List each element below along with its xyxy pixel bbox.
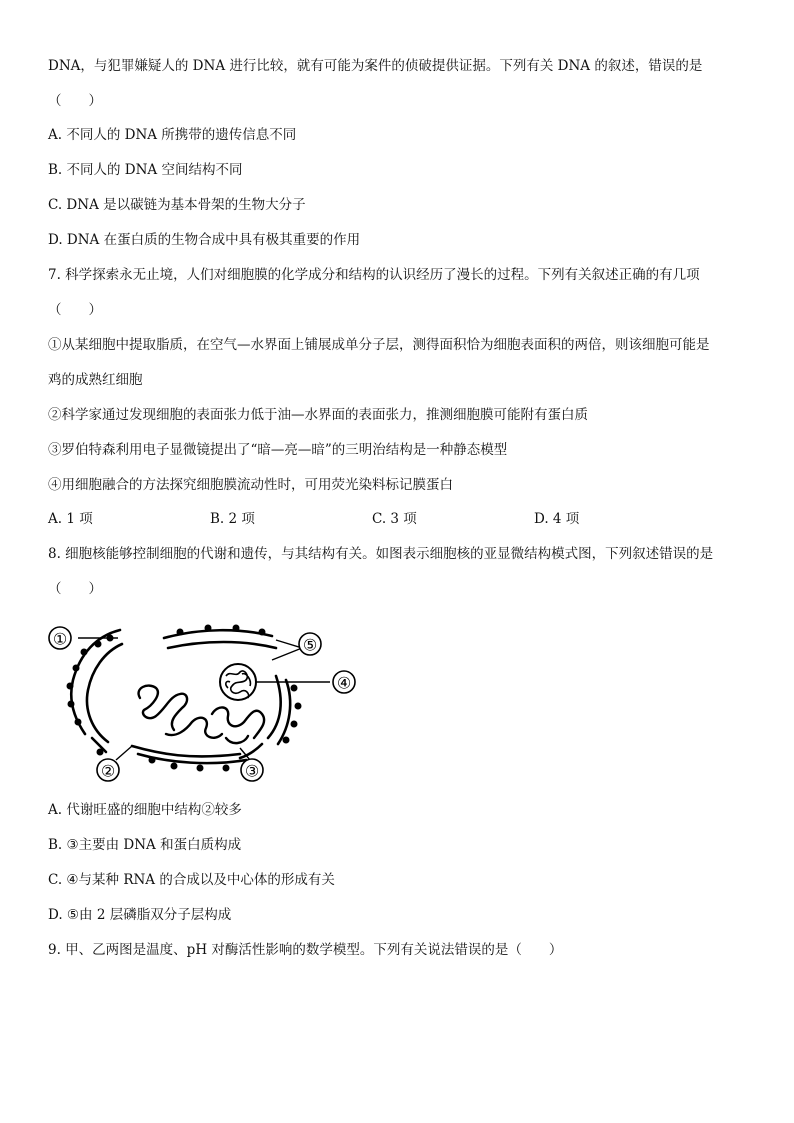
inner-membrane-left xyxy=(87,644,122,742)
label-2: ② xyxy=(100,761,116,781)
q6-option-c: C. DNA 是以碳链为基本骨架的生物大分子 xyxy=(48,197,306,213)
q6-option-b: B. 不同人的 DNA 空间结构不同 xyxy=(48,162,243,178)
membrane-bottom xyxy=(132,746,240,756)
q7-option-c: C. 3 项 xyxy=(372,511,417,527)
q6-option-d: D. DNA 在蛋白质的生物合成中具有极其重要的作用 xyxy=(48,232,361,248)
q8-option-c: C. ④与某种 RNA 的合成以及中心体的形成有关 xyxy=(48,872,335,888)
q7-statement-2: ②科学家通过发现细胞的表面张力低于油—水界面的表面张力，推测细胞膜可能附有蛋白质 xyxy=(48,407,588,423)
label-5: ⑤ xyxy=(302,635,318,655)
q7-option-d: D. 4 项 xyxy=(534,511,580,527)
nucleus-diagram xyxy=(40,618,370,786)
q7-option-a: A. 1 项 xyxy=(48,511,93,527)
nucleolus xyxy=(220,664,256,700)
label-3: ③ xyxy=(244,761,260,781)
q8-paren: （ ） xyxy=(48,581,102,597)
q7-stem: 7. 科学探索永无止境，人们对细胞膜的化学成分和结构的认识经历了漫长的过程。下列有关叙述正确的有几项 xyxy=(48,267,700,283)
q8-option-b: B. ③主要由 DNA 和蛋白质构成 xyxy=(48,837,242,853)
pore-pointer xyxy=(272,640,302,660)
inner-membrane-right xyxy=(268,676,281,738)
inner-membrane-top xyxy=(168,642,276,648)
q6-stem: DNA，与犯罪嫌疑人的 DNA 进行比较，就有可能为案件的侦破提供证据。下列有关 DNA 的叙述，错误的是 xyxy=(48,58,703,74)
q8-option-d: D. ⑤由 2 层磷脂双分子层构成 xyxy=(48,907,232,923)
q8-stem: 8. 细胞核能够控制细胞的代谢和遗传，与其结构有关。如图表示细胞核的亚显微结构模式图，下列叙述错误的是 xyxy=(48,546,714,562)
label-1: ① xyxy=(52,629,68,649)
pointer-2 xyxy=(116,746,132,760)
q7-options xyxy=(48,510,748,528)
q7-statement-1: ①从某细胞中提取脂质，在空气—水界面上铺展成单分子层，测得面积恰为细胞表面积的两倍，则该细胞可能是 xyxy=(48,337,710,353)
q7-statement-4: ④用细胞融合的方法探究细胞膜流动性时，可用荧光染料标记膜蛋白 xyxy=(48,477,453,493)
label-4: ④ xyxy=(336,673,352,693)
q9-stem: 9. 甲、乙两图是温度、pH 对酶活性影响的数学模型。下列有关说法错误的是（ ） xyxy=(48,942,563,958)
q7-option-b: B. 2 项 xyxy=(210,511,255,527)
q6-paren: （ ） xyxy=(48,93,102,109)
q8-option-a: A. 代谢旺盛的细胞中结构②较多 xyxy=(48,802,242,818)
q6-option-a: A. 不同人的 DNA 所携带的遗传信息不同 xyxy=(48,127,297,143)
q7-statement-3: ③罗伯特森利用电子显微镜提出了“暗—亮—暗”的三明治结构是一种静态模型 xyxy=(48,442,508,458)
q7-paren: （ ） xyxy=(48,302,102,318)
q7-statement-1-cont: 鸡的成熟红细胞 xyxy=(48,372,143,388)
